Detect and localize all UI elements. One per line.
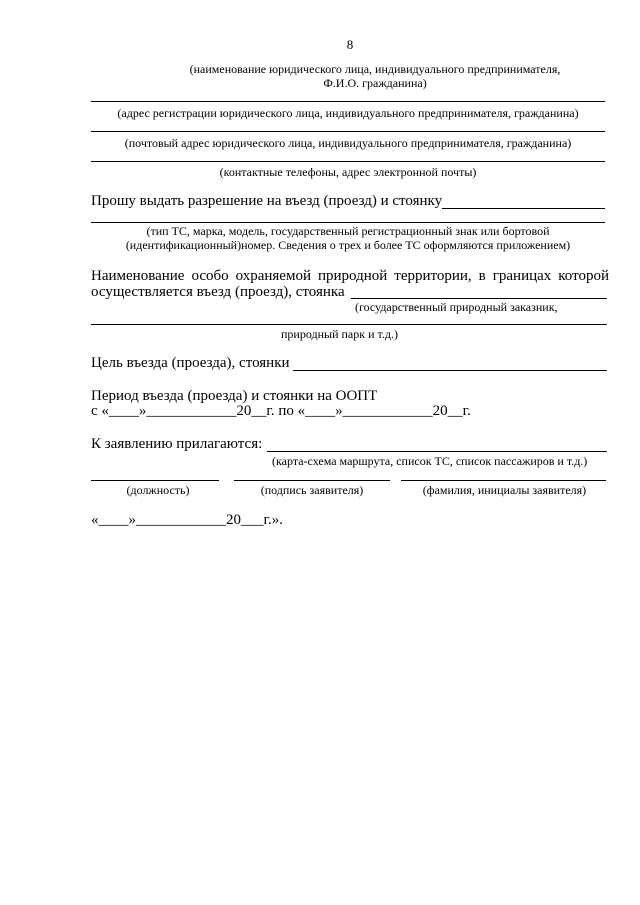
period-line[interactable]: с «____»____________20__г. по «____»____________20__г. [91,403,471,419]
request-field[interactable] [442,208,605,209]
attachments-caption: (карта-схема маршрута, список ТС, список пассажиров и т.д.) [272,454,588,468]
applicant-name-caption-line1: (наименование юридического лица, индивидуального предпринимателя, [189,62,561,76]
territory-text-line1: Наименование особо охраняемой природной территории, в границах которой [91,268,609,284]
territory-caption-line1: (государственный природный заказник, [355,300,558,314]
position-caption: (должность) [126,483,190,497]
territory-field-continued[interactable] [91,324,607,325]
territory-text-line2: осуществляется въезд (проезд), стоянка [91,284,345,300]
purpose-field[interactable] [293,370,607,371]
territory-caption-line2: природный парк и т.д.) [281,327,398,341]
postal-address-field[interactable] [91,131,605,132]
contacts-caption: (контактные телефоны, адрес электронной почты) [219,165,477,179]
page-number: 8 [346,37,354,52]
territory-field[interactable] [351,298,607,299]
attachments-field[interactable] [267,451,607,452]
contacts-field[interactable] [91,161,605,162]
signature-field[interactable] [234,480,390,481]
applicant-name-field[interactable] [401,480,606,481]
signature-caption: (подпись заявителя) [260,483,364,497]
postal-address-caption: (почтовый адрес юридического лица, индивидуального предпринимателя, гражданина) [124,136,572,150]
purpose-text: Цель въезда (проезда), стоянки [91,355,290,371]
attachments-text: К заявлению прилагаются: [91,436,263,452]
applicant-name-caption-line2: Ф.И.О. гражданина) [323,76,427,90]
date-line[interactable]: «____»____________20___г.». [91,512,283,528]
period-title: Период въезда (проезда) и стоянки на ООПТ [91,388,378,404]
applicant-name-caption: (фамилия, инициалы заявителя) [422,483,587,497]
registration-address-caption: (адрес регистрации юридического лица, индивидуального предпринимателя, гражданина) [117,106,579,120]
vehicle-caption-line2: (идентификационный)номер. Сведения о трех и более ТС оформляются приложением) [125,238,571,252]
request-text: Прошу выдать разрешение на въезд (проезд) и стоянку [91,193,443,209]
vehicle-caption-line1: (тип ТС, марка, модель, государственный регистрационный знак или бортовой [146,224,550,238]
vehicle-info-field[interactable] [91,222,605,223]
registration-address-field[interactable] [91,101,605,102]
position-field[interactable] [91,480,219,481]
